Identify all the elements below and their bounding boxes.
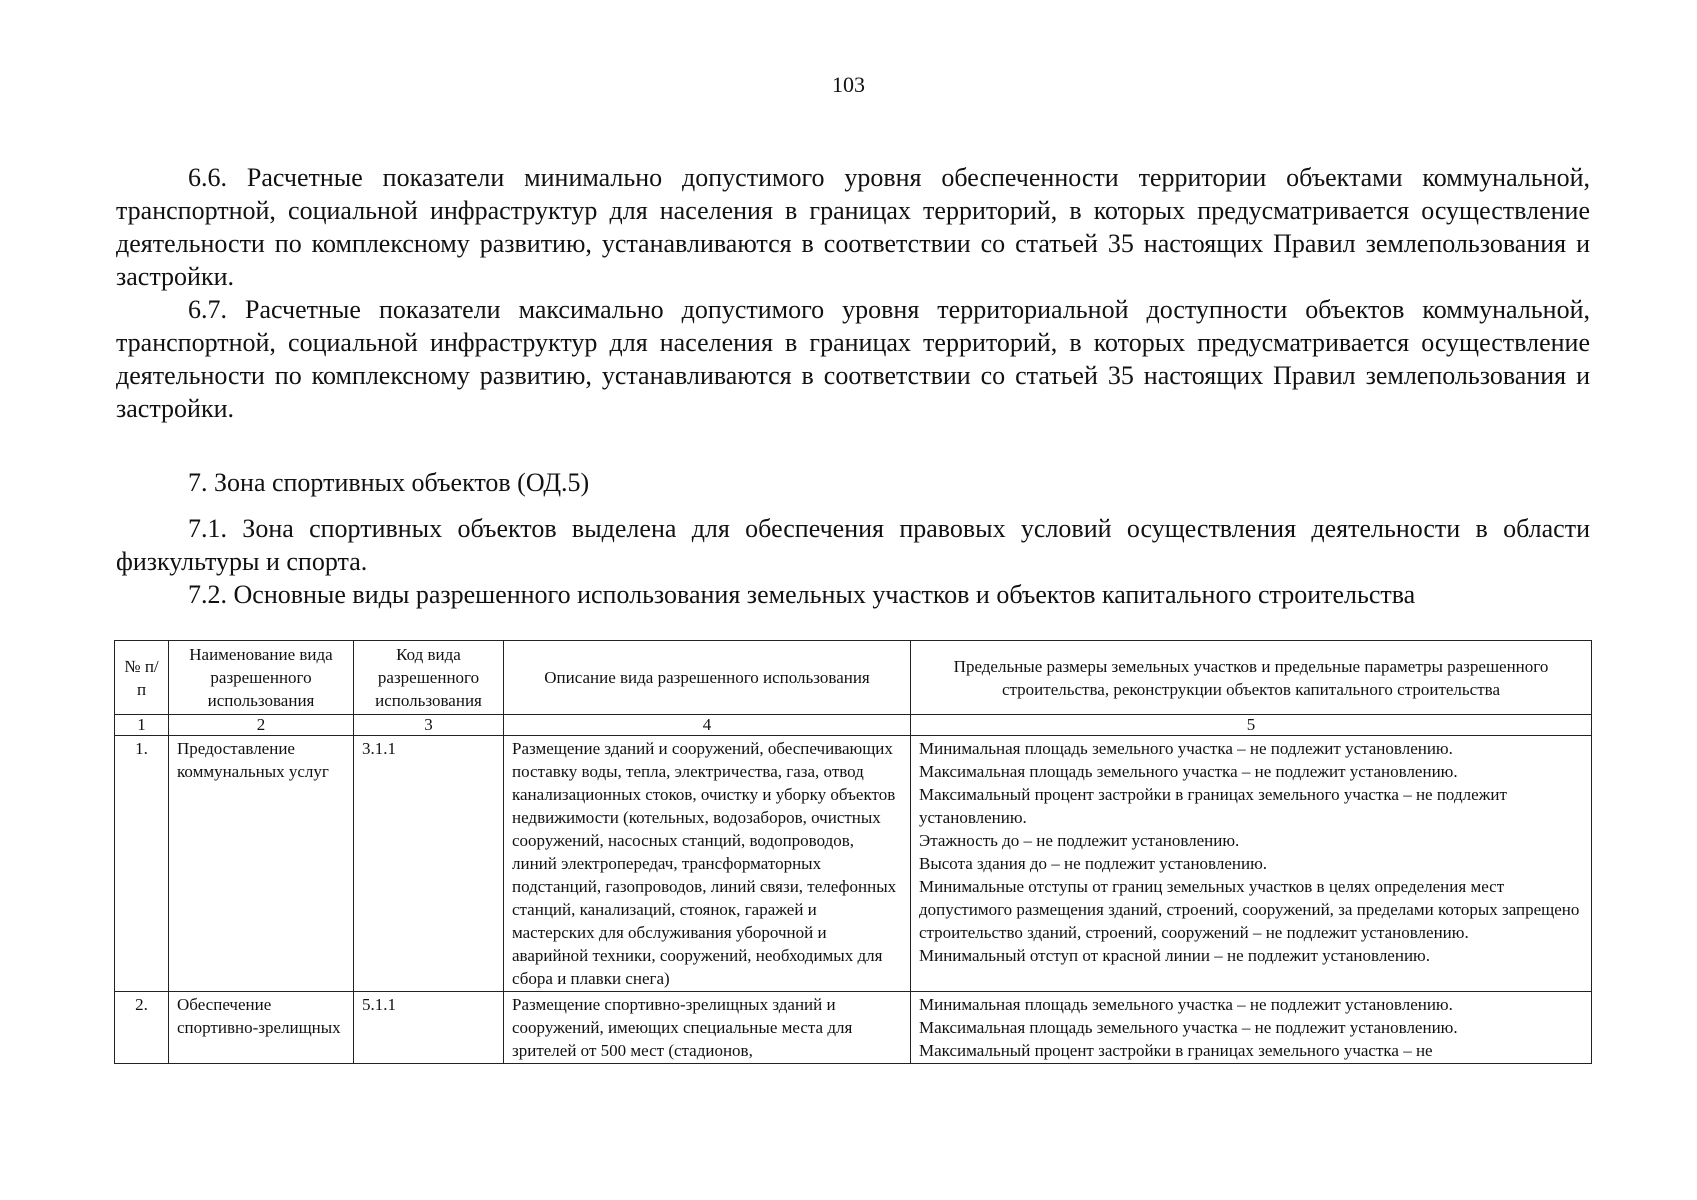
table-header-row <box>115 641 1592 715</box>
permitted-use-table <box>114 640 1592 1064</box>
use-code: 5.1.1 <box>354 992 504 1064</box>
header-name: Наименование вида разрешенного использования <box>169 641 354 715</box>
param-line: Высота здания до – не подлежит установлению. <box>919 854 1268 873</box>
column-number: 2 <box>169 715 354 736</box>
paragraph-7-2: 7.2. Основные виды разрешенного использования земельных участков и объектов капитального строительства <box>188 580 1416 609</box>
param-line: Максимальный процент застройки в границах земельного участка – не подлежит установлению. <box>919 785 1507 827</box>
param-line: Минимальный отступ от красной линии – не подлежит установлению. <box>919 946 1430 965</box>
use-description: Размещение зданий и сооружений, обеспечивающих поставку воды, тепла, электричества, газа, отвод канализационных стоков, очистку и уборку объектов недвижимости (котельных, водозаборов, очистных сооружений, насосных станций, водопроводов, линий электропередач, трансформаторных подстанций, газопроводов, линий связи, телефонных станций, канализаций, стоянок, гаражей и мастерских для обслуживания уборочной и аварийной техники, сооружений, необходимых для сбора и плавки снега) <box>504 736 911 992</box>
table-row <box>115 992 1592 1064</box>
column-number: 5 <box>911 715 1592 736</box>
section-7 <box>116 466 1590 499</box>
column-number: 4 <box>504 715 911 736</box>
param-line: Максимальная площадь земельного участка – не подлежит установлению. <box>919 762 1458 781</box>
column-number-row <box>115 715 1592 736</box>
row-number: 2. <box>115 992 169 1064</box>
use-description: Размещение спортивно-зрелищных зданий и сооружений, имеющих специальные места для зрителей от 500 мест (стадионов, <box>504 992 911 1064</box>
paragraph-6-6: 6.6. Расчетные показатели минимально допустимого уровня обеспеченности территории объектами коммунальной, транспортной, социальной инфраструктур для населения в границах территорий, в которых предусматривается осуществление деятельности по комплексному развитию, устанавливаются в соответствии со статьей 35 настоящих Правил землепользования и застройки. <box>116 163 1590 291</box>
column-number: 1 <box>115 715 169 736</box>
row-number: 1. <box>115 736 169 992</box>
param-line: Минимальные отступы от границ земельных участков в целях определения мест допустимого размещения зданий, строений, сооружений, за пределами которых запрещено строительство зданий, строений, сооружений – не подлежит установлению. <box>919 877 1580 942</box>
header-num: № п/п <box>115 641 169 715</box>
param-line: Максимальный процент застройки в границах земельного участка – не <box>919 1041 1433 1060</box>
header-code: Код вида разрешенного использования <box>354 641 504 715</box>
page-number: 103 <box>832 72 865 97</box>
intro-text <box>116 161 1590 425</box>
header-params: Предельные размеры земельных участков и предельные параметры разрешенного строительства, реконструкции объектов капитального строительства <box>911 641 1592 715</box>
table-row <box>115 736 1592 992</box>
use-params <box>911 992 1592 1064</box>
use-name: Предоставление коммунальных услуг <box>169 736 354 992</box>
param-line: Максимальная площадь земельного участка – не подлежит установлению. <box>919 1018 1458 1037</box>
paragraph-6-7: 6.7. Расчетные показатели максимально допустимого уровня территориальной доступности объектов коммунальной, транспортной, социальной инфраструктур для населения в границах территорий, в которых предусматривается осуществление деятельности по комплексному развитию, устанавливаются в соответствии со статьей 35 настоящих Правил землепользования и застройки. <box>116 295 1590 423</box>
param-line: Минимальная площадь земельного участка – не подлежит установлению. <box>919 739 1453 758</box>
header-description: Описание вида разрешенного использования <box>504 641 911 715</box>
param-line: Этажность до – не подлежит установлению. <box>919 831 1240 850</box>
use-code: 3.1.1 <box>354 736 504 992</box>
paragraph-7-1: 7.1. Зона спортивных объектов выделена для обеспечения правовых условий осуществления деятельности в области физкультуры и спорта. <box>116 514 1590 576</box>
column-number: 3 <box>354 715 504 736</box>
section-heading-7: 7. Зона спортивных объектов (ОД.5) <box>188 468 590 497</box>
use-params <box>911 736 1592 992</box>
use-name: Обеспечение спортивно-зрелищных <box>169 992 354 1064</box>
param-line: Минимальная площадь земельного участка – не подлежит установлению. <box>919 995 1453 1014</box>
section-7-text <box>116 512 1590 611</box>
